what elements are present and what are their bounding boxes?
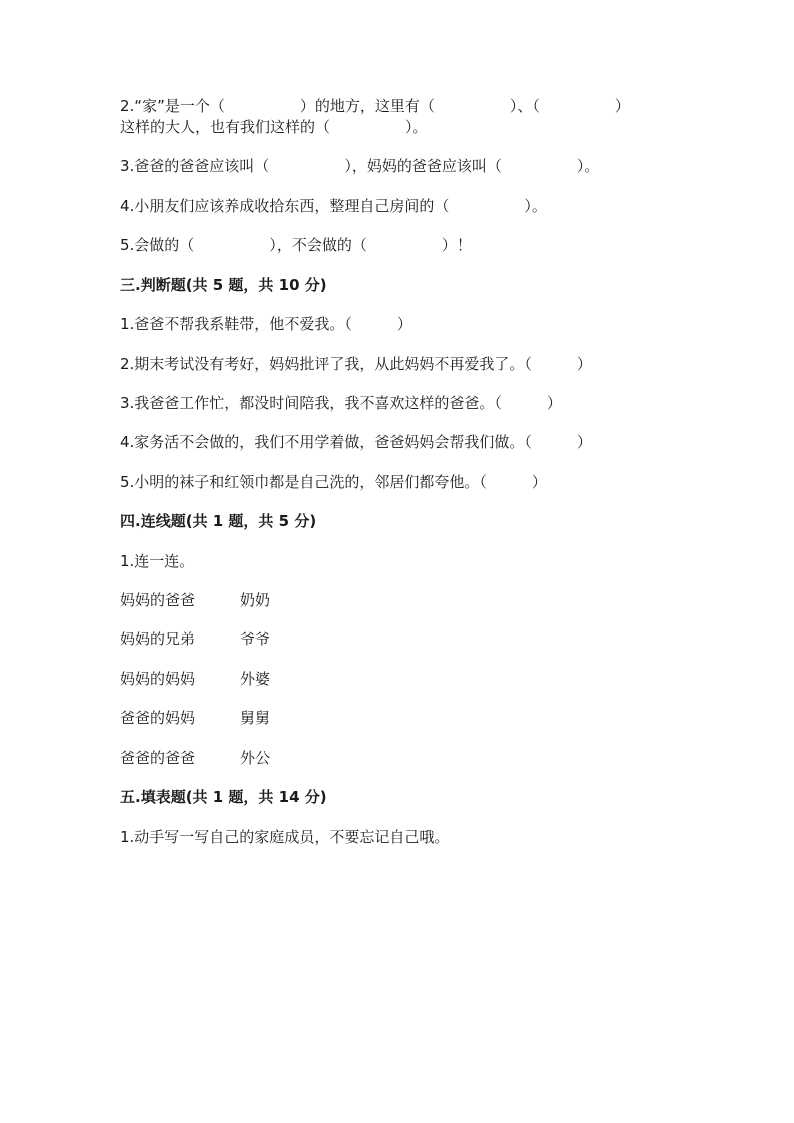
judge-question-2: 2.期末考试没有考好，妈妈批评了我，从此妈妈不再爱我了。（ ） — [120, 355, 592, 373]
fill-question-5: 5.会做的（ ），不会做的（ ）！ — [120, 236, 472, 254]
match-left-item: 妈妈的兄弟 — [120, 630, 196, 648]
match-left-item: 妈妈的爸爸 — [120, 591, 196, 609]
match-left-item: 妈妈的妈妈 — [120, 670, 196, 688]
judge-question-5: 5.小明的袜子和红领巾都是自己洗的，邻居们都夸他。（ ） — [120, 473, 547, 491]
section-5-heading: 五.填表题(共 1 题，共 14 分) — [120, 788, 327, 806]
section-4-heading: 四.连线题(共 1 题，共 5 分) — [120, 512, 317, 530]
judge-question-1: 1.爸爸不帮我系鞋带，他不爱我。（ ） — [120, 315, 412, 333]
match-question-1: 1.连一连。 — [120, 552, 195, 570]
match-left-item: 爸爸的爸爸 — [120, 749, 196, 767]
judge-question-3: 3.我爸爸工作忙，都没时间陪我，我不喜欢这样的爸爸。（ ） — [120, 394, 562, 412]
match-right-item: 舅舅 — [240, 709, 271, 727]
match-left-item: 爸爸的妈妈 — [120, 709, 196, 727]
section-3-heading: 三.判断题(共 5 题，共 10 分) — [120, 276, 327, 294]
match-right-item: 外婆 — [240, 670, 271, 688]
match-right-item: 奶奶 — [240, 591, 271, 609]
judge-question-4: 4.家务活不会做的，我们不用学着做，爸爸妈妈会帮我们做。（ ） — [120, 433, 592, 451]
match-right-item: 爷爷 — [240, 630, 271, 648]
match-right-item: 外公 — [240, 749, 271, 767]
table-question-1: 1.动手写一写自己的家庭成员，不要忘记自己哦。 — [120, 828, 450, 846]
fill-question-2-line-2: 这样的大人，也有我们这样的（ ）。 — [120, 118, 428, 136]
fill-question-3: 3.爸爸的爸爸应该叫（ ），妈妈的爸爸应该叫（ ）。 — [120, 157, 600, 175]
fill-question-4: 4.小朋友们应该养成收拾东西，整理自己房间的（ ）。 — [120, 197, 547, 215]
fill-question-2-line-1: 2.“家”是一个（ ）的地方，这里有（ ）、（ ） — [120, 97, 630, 115]
